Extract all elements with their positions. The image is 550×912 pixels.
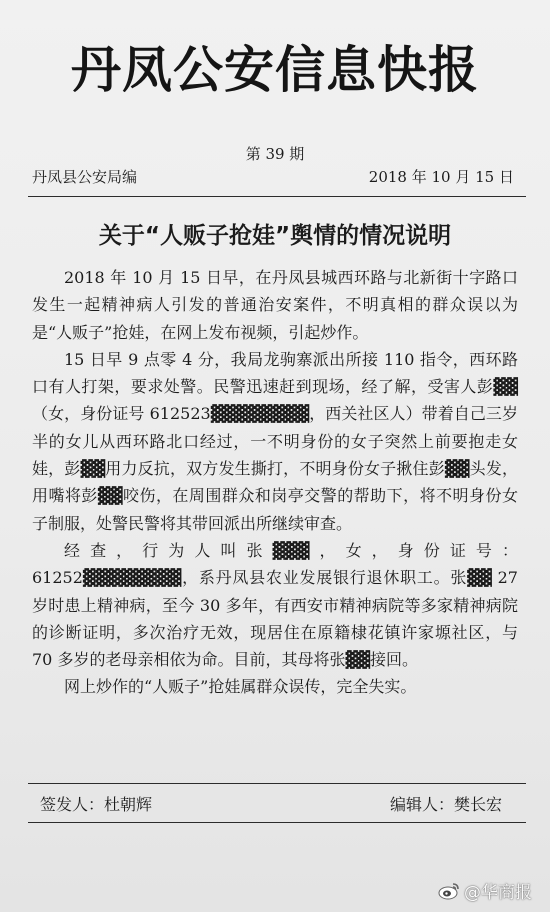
document-title: 关于“人贩子抢娃”舆情的情况说明 [98,223,452,249]
header-divider [28,196,526,197]
masthead: 丹凤公安信息快报 [71,41,479,99]
weibo-watermark [438,878,532,903]
paragraph: 网上炒作的“人贩子”抢娃属群众误传，完全失实。 [64,677,417,697]
publisher: 丹凤县公安局编 [32,168,138,186]
issuer-signature: 签发人：杜朝辉 [40,795,153,814]
footer-divider-bottom [28,822,526,823]
document-body [32,264,518,701]
watermark-text: @华商报 [464,883,532,903]
issue-number: 第 39 期 [245,145,305,163]
weibo-icon [438,882,460,900]
paragraph: 15 日早 9 点零 4 分，我局龙驹寨派出所接 110 指令，西环路口有人打架，要求处警。民警迅速赶到现场，经了解，受害人彭▓▓（女，身份证号 612523▓▓▓▓▓▓▓▓，西关社区人）带着自己三岁半的女儿从西环路北口经过，一不明身份的女子突然上前要抱走女娃，彭▓▓用力反抗，双方发生撕打，不明身份女子揪住彭▓▓头发，用嘴将彭▓▓咬伤，在周围群众和岗亭交警的帮助下，将不明身份女子制服，处警民警将其带回派出所继续审查。 [32,349,518,533]
paragraph: 经查，行为人叫张▓▓▓，女，身份证号：61252▓▓▓▓▓▓▓▓，系丹凤县农业发展银行退休职工。张▓▓ 27 岁时患上精神病，至今 30 多年，有西安市精神病院等多家精神病院的诊断证明，多次治疗无效，现居住在原籍棣花镇许家塬社区，与 70 多岁的老母亲相依为命。目前，其母将张▓▓接回。 [32,540,518,670]
paragraph: 2018 年 10 月 15 日早，在丹凤县城西环路与北新街十字路口发生一起精神病人引发的普通治安案件，不明真相的群众误以为是“人贩子”抢娃，在网上发布视频，引起炒作。 [32,268,518,342]
editor-signature: 编辑人：樊长宏 [389,795,502,814]
footer-divider-top [28,783,526,784]
publish-date: 2018 年 10 月 15 日 [368,168,514,186]
